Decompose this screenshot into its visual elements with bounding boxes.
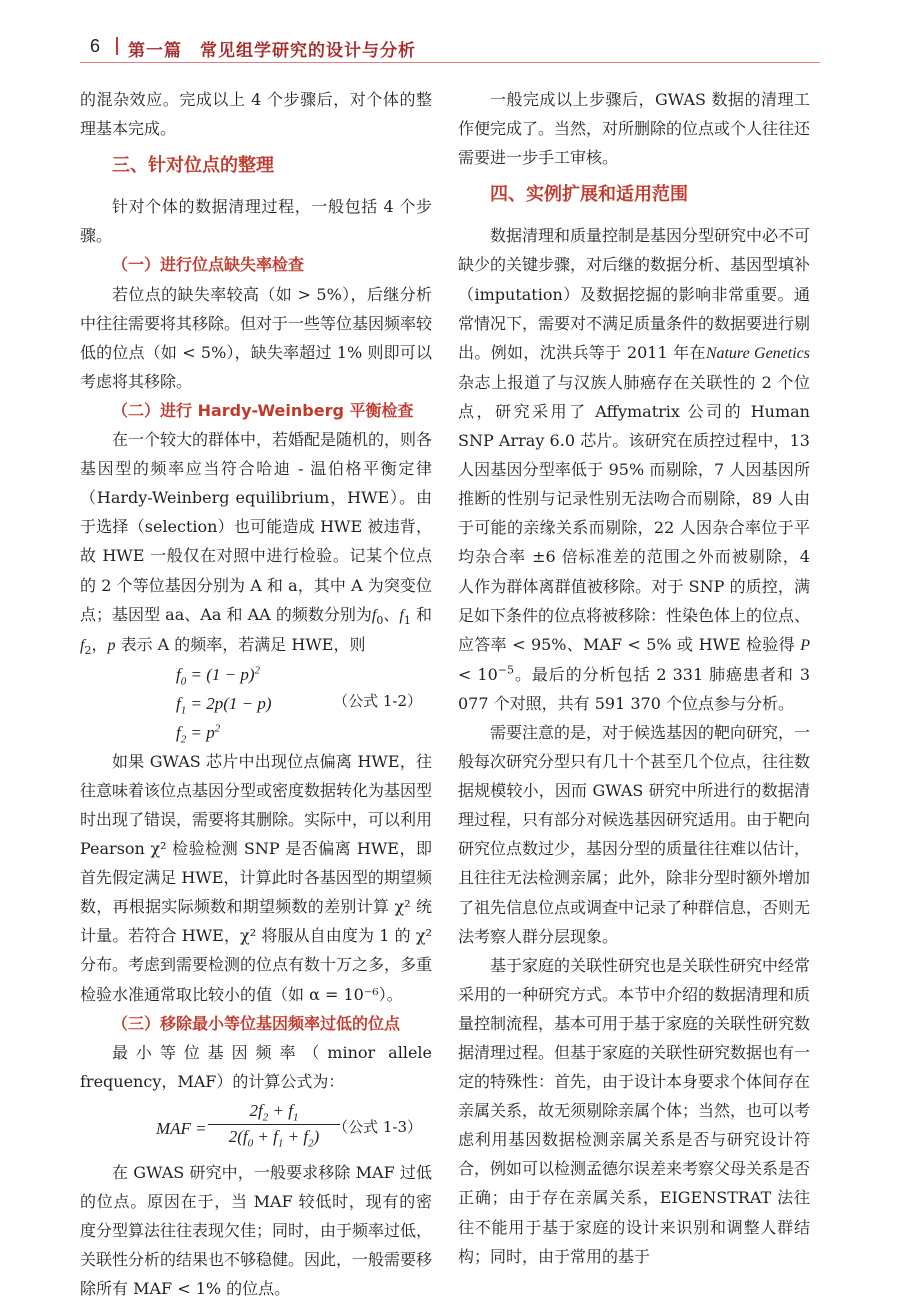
section-title: 第一篇 常见组学研究的设计与分析 bbox=[128, 41, 416, 61]
paragraph: 在一个较大的群体中，若婚配是随机的，则各基因型的频率应当符合哈迪 - 温伯格平衡定律（Hardy-Weinberg equilibrium，HWE）。由于选择（selection）也可能造成 HWE 被违背，故 HWE 一般仅在对照中进行检验。记某个位点的 2 个等位基因分别为 A 和 a，其中 A 为突变位点；基因型 aa、Aa 和 AA 的频数分别为$f_0$、$f_1$ 和 $f_2$，p 表示 A 的频率，若满足 HWE，则 bbox=[80, 430, 433, 657]
right-column bbox=[458, 85, 810, 1271]
header-rule bbox=[80, 62, 820, 63]
section-heading-sites: 三、针对位点的整理 bbox=[112, 155, 274, 177]
paragraph: 一般完成以上步骤后，GWAS 数据的清理工作便完成了。当然，对所删除的位点或个人往往还需要进一步手工审核。 bbox=[458, 90, 811, 168]
paragraph: 的混杂效应。完成以上 4 个步骤后，对个体的整理基本完成。 bbox=[80, 90, 432, 139]
subheading-hwe: （二）进行 Hardy-Weinberg 平衡检查 bbox=[112, 400, 414, 420]
subheading-maf: （三）移除最小等位基因频率过低的位点 bbox=[112, 1013, 401, 1033]
paragraph: 若位点的缺失率较高（如 > 5%），后继分析中往往需要将其移除。但对于一些等位基因频率较低的位点（如 < 5%），缺失率超过 1% 则即可以考虑将其移除。 bbox=[80, 284, 433, 391]
paragraph: 如果 GWAS 芯片中出现位点偏离 HWE，往往意味着该位点基因分型或密度数据转化为基因型时出现了错误，需要将其删除。实际中，可以利用 Pearson χ² 检验检测 SNP 是否偏离 HWE，即首先假定满足 HWE，计算此时各基因型的期望频数，再根据实际频数和期望频数的差别计算 χ² 统计量。若符合 HWE，χ² 将服从自由度为 1 的 χ² 分布。考虑到需要检测的位点有数十万之多，多重检验水准通常取比较小的值（如 α = 10⁻⁶）。 bbox=[80, 751, 433, 1004]
page-number: 6 bbox=[90, 36, 101, 56]
paragraph: 最小等位基因频率（minor allele frequency，MAF）的计算公式为： bbox=[80, 1042, 432, 1091]
left-column bbox=[80, 85, 432, 1303]
header-divider bbox=[116, 37, 118, 55]
section-heading-extension: 四、实例扩展和适用范围 bbox=[490, 184, 688, 206]
paragraph: 在 GWAS 研究中，一般要求移除 MAF 过低的位点。原因在于，当 MAF 较低时，现有的密度分型算法往往表现欠佳；同时，由于频率过低，关联性分析的结果也不够稳健。因此，一般需要移除所有 MAF < 1% 的位点。 bbox=[80, 1162, 433, 1299]
paragraph: 需要注意的是，对于候选基因的靶向研究，一般每次研究分型只有几十个甚至几个位点，往往数据规模较小，因而 GWAS 研究中所进行的数据清理过程，只有部分对候选基因研究适用。由于靶向研究位点数过少，基因分型的质量往往难以估计，且往往无法检测亲属；此外，除非分型时额外增加了祖先信息位点或调查中记录了种群信息，否则无法考察人群分层现象。 bbox=[458, 722, 811, 946]
journal-name: Nature Genetics bbox=[705, 344, 810, 362]
paragraph: 数据清理和质量控制是基因分型研究中必不可缺少的关键步骤，对后继的数据分析、基因型填补（imputation）及数据挖掘的影响非常重要。通常情况下，需要对不满足质量条件的数据要进行剔出。例如，沈洪兵等于 2011 年在Nature Genetics杂志上报道了与汉族人肺癌存在关联性的 2 个位点，研究采用了 Affymatrix 公司的 Human SNP Array 6.0 芯片。该研究在质控过程中，13 人因基因分型率低于 95% 而剔除，7 人因基因所推断的性别与记录性别无法吻合而剔除，89 人由于可能的亲缘关系而剔除，22 人因杂合率位于平均杂合率 ±6 倍标准差的范围之外而被剔除，4 人作为群体离群值被移除。对于 SNP 的质控，满足如下条件的位点将被移除：性染色体上的位点、应答率 < 95%、MAF < 5% 或 HWE 检验得 $P < 10^{-5}$。最后的分析包括 2 331 肺癌患者和 3 077 个对照，共有 591 370 个位点参与分析。 bbox=[458, 226, 811, 713]
running-header bbox=[90, 30, 810, 60]
formula-tag: （公式 1-3） bbox=[333, 1117, 422, 1136]
formula-tag: （公式 1-2） bbox=[333, 691, 422, 710]
formula-1-2: $f_0 = (1 - p)^2$ $f_1 = 2p(1 - p)$ $f_2 = p^2$ （公式 1-2） bbox=[176, 664, 422, 746]
paragraph: 针对个体的数据清理过程，一般包括 4 个步骤。 bbox=[80, 197, 432, 246]
paragraph: 基于家庭的关联性研究也是关联性研究中经常采用的一种研究方式。本节中介绍的数据清理和质量控制流程，基本可用于基于家庭的关联性研究数据清理过程。但基于家庭的关联性研究数据也有一定的特殊性：首先，由于设计本身要求个体间存在亲属关系，故无须剔除亲属个体；当然，也可以考虑利用基因数据检测亲属关系是否与研究设计符合，例如可以检测孟德尔误差来考察父母关系是否正确；由于存在亲属关系，EIGENSTRAT 法往往不能用于基于家庭的设计来识别和调整人群结构；同时，由于常用的基于 bbox=[458, 955, 811, 1266]
formula-1-3: MAF = $\frac{2f_2 + f_1}{2(f_0 + f_1 + f_2)}$ （公式 1-3） bbox=[156, 1100, 422, 1150]
subheading-missing-rate: （一）进行位点缺失率检查 bbox=[112, 255, 305, 275]
